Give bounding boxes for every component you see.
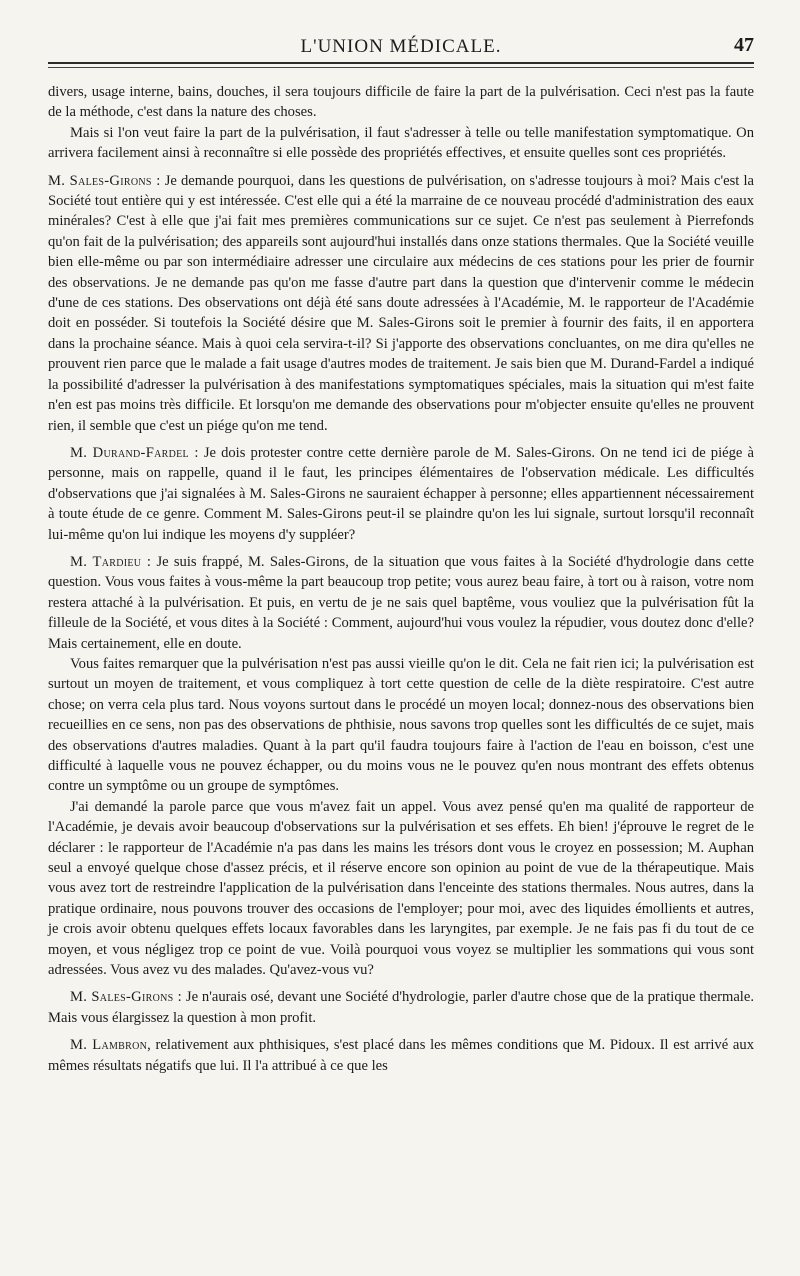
paragraph-text: Mais si l'on veut faire la part de la pulvérisation, il faut s'adresser à telle ou telle manifestation symptomatique. On arrivera facilement ainsi à reconnaître si elle possède des propriétés effectives, et ensuite quelles sont ces propriétés.	[48, 124, 754, 162]
paragraph-text: Je n'aurais osé, devant une Société d'hydrologie, parler d'autre chose que de la pratique thermale. Mais vous élargissez la question à mon profit.	[48, 989, 754, 1026]
paragraph-text: Je demande pourquoi, dans les questions de pulvérisation, on s'adresse toujours à moi? Mais c'est la Société tout entière qui y est intéressée. C'est elle qui a été la marraine de ce nouveau procédé d'administration des eaux minérales? C'est à elle que j'ai fait mes premières communications sur ce sujet. Ce n'est pas seulement à Pierrefonds qu'on fait de la pulvérisation; des appareils sont aujourd'hui installés dans onze stations thermales. Que la Société veuille bien elle-même ou par son intermédiaire adresser une circulaire aux médecins de ces stations pour les prier de fournir des observations. Je ne demande pas qu'on me fasse d'autre part dans la question que d'intervenir comme le médecin d'une de ces stations. Des observations ont déjà été sans doute adressées à l'Académie, M. le rapporteur de l'Académie doit en posséder. Si toutefois la Société désire que M. Sales-Girons soit le premier à fournir des faits, il en apportera dans la prochaine séance. Mais à quoi cela servira-t-il? Si j'apporte des observations concluantes, on me dira qu'elles ne prouvent rien parce que le malade a fait usage d'autres modes de traitement. Je sais bien que M. Durand-Fardel a indiqué la possibilité d'adresser la pulvérisation à des manifestations symptomatiques spéciales, mais la situation qui m'est faite n'en est pas moins très difficile. Et lorsqu'on me demande des observations pour m'objecter ensuite qu'elles ne prouvent rien, il semble que c'est un piége qu'on me tend.	[48, 172, 754, 434]
paragraph	[48, 654, 754, 797]
speaker-name: M. Lambron	[70, 1037, 148, 1054]
paragraph	[48, 82, 754, 123]
paragraph	[48, 1035, 754, 1076]
speaker-name: M. Durand-Fardel :	[70, 444, 199, 461]
paragraph	[48, 987, 754, 1028]
journal-title: L'UNION MÉDICALE.	[300, 36, 502, 57]
paragraph-text: Vous faites remarquer que la pulvérisation n'est pas aussi vieille qu'on le dit. Cela ne fait rien ici; la pulvérisation est surtout un moyen de traitement, et vous compliquez à tort cette question de celle de la diète respiratoire. C'est autre chose; on verra cela plus tard. Nous voyons surtout dans le procédé un moyen local; donnez-nous des observations bien recueillies en ce sens, non pas des observations de phthisie, nous savons trop quelles sont les difficultés de ce sujet, mais des observations d'autres maladies. Quant à la part qu'il faudra toujours faire à l'action de l'eau en boisson, c'est une difficulté à laquelle vous ne pouvez échapper, ou du moins vous ne le pouvez qu'en nous montrant des effets obtenus contre un symptôme ou un groupe de symptômes.	[48, 655, 754, 795]
paragraph-text: J'ai demandé la parole parce que vous m'avez fait un appel. Vous avez pensé qu'en ma qualité de rapporteur de l'Académie, je devais avoir beaucoup d'observations sur la pulvérisation et ses effets. Eh bien! j'éprouve le regret de le déclarer : le rapporteur de l'Académie n'a pas dans les mains les trésors dont vous le croyez en possession; M. Auphan seul a envoyé quelque chose d'assez précis, et il réserve encore son opinion au point de vue de la thérapeutique. Mais vous avez tort de restreindre l'application de la pulvérisation dans l'enceinte des stations thermales. Nous autres, dans la pratique ordinaire, nous pouvons trouver des occasions de l'employer; pour moi, avec des liquides émollients et autres, je crois avoir obtenu quelques effets locaux favorables dans les laryngites, par exemple. Je ne fais pas fi du tout de ce moyen, et vous négligez trop ce point de vue. Voilà pourquoi vous voyez se multiplier les sommations qui vous sont adressées. Vous avez vu des malades. Qu'avez-vous vu?	[48, 798, 754, 979]
paragraph-text: Je suis frappé, M. Sales-Girons, de la situation que vous faites à la Société d'hydrologie dans cette question. Vous vous faites à vous-même la part beaucoup trop petite; vous aurez beau faire, à tort ou à raison, votre nom restera attaché à la pulvérisation. Et puis, en vertu de je ne sais quel baptême, vous vouliez que la pulvérisation fût la filleule de la Société, et vous dites à la Société : Comment, aujourd'hui vous voulez la répudier, vous doutez donc d'elle? Mais certainement, elle en doute.	[48, 553, 754, 652]
paragraph	[48, 797, 754, 981]
running-head	[48, 28, 754, 64]
paragraph	[48, 552, 754, 654]
page-number: 47	[734, 34, 754, 56]
paragraph	[48, 443, 754, 545]
paragraph-text: Je dois protester contre cette dernière parole de M. Sales-Girons. On ne tend ici de piége à personne, mais on rappelle, quand il le faut, les principes élémentaires de l'observation médicale. Les difficultés d'observations que j'ai signalées à M. Sales-Girons ne sauraient échapper à personne; elles appartiennent nécessairement à toute étude de ce genre. Comment M. Sales-Girons peut-il se plaindre qu'on les lui signale, surtout lorsqu'il reconnaît lui-même qu'on lui indique les moyens d'y suppléer?	[48, 444, 754, 543]
paragraph-text: divers, usage interne, bains, douches, il sera toujours difficile de faire la part de la pulvérisation. Ceci n'est pas la faute de la méthode, c'est dans la nature des choses.	[48, 84, 754, 121]
header-rule	[48, 67, 754, 68]
paragraph	[48, 123, 754, 164]
article-body	[48, 82, 754, 1076]
speaker-name: M. Sales-Girons :	[48, 172, 161, 189]
speaker-name: M. Tardieu :	[70, 553, 152, 570]
paragraph	[48, 171, 754, 436]
paragraph-text: , relativement aux phthisiques, s'est placé dans les mêmes conditions que M. Pidoux. Il est arrivé aux mêmes résultats négatifs que lui. Il l'a attribué à ce que les	[48, 1037, 754, 1074]
speaker-name: M. Sales-Girons :	[70, 989, 183, 1006]
